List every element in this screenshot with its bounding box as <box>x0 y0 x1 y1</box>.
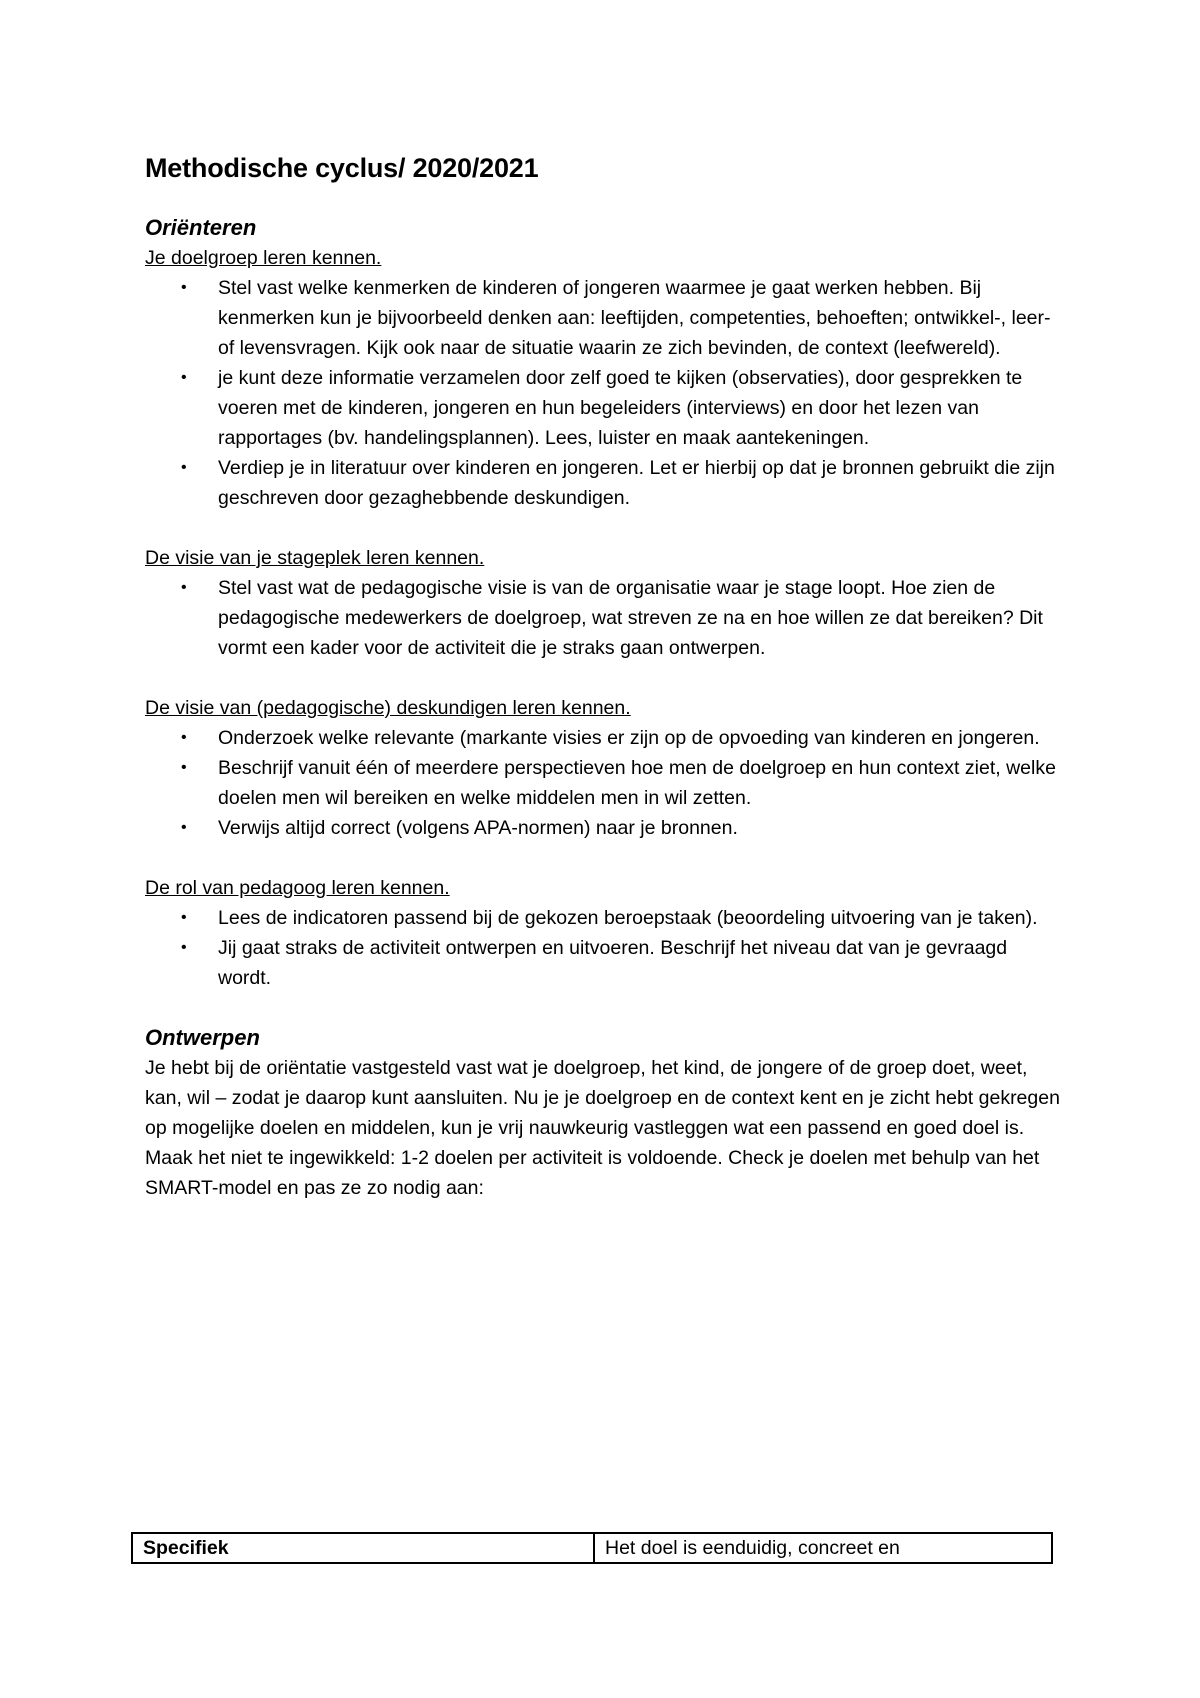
bullet-list-deskundigen <box>145 723 1065 843</box>
subheading-stageplek: De visie van je stageplek leren kennen. <box>145 547 485 569</box>
bullet-icon: • <box>181 369 187 386</box>
list-item: • Stel vast wat de pedagogische visie is van de organisatie waar je stage loopt. Hoe zien de pedagogische medewerkers de doelgroep, wat streven ze na en hoe willen ze dat bereiken? Dit vormt een kader voor de activiteit die je straks gaan ontwerpen. <box>218 573 1065 663</box>
paragraph-ontwerpen: Je hebt bij de oriëntatie vastgesteld vast wat je doelgroep, het kind, de jongere of de groep doet, weet, kan, wil – zodat je daarop kunt aansluiten. Nu je je doelgroep en de context kent en je zicht hebt gekregen op mogelijke doelen en middelen, kun je vrij nauwkeurig vastleggen wat een passend en goed doel is. Maak het niet te ingewikkeld: 1-2 doelen per activiteit is voldoende. Check je doelen met behulp van het SMART-model en pas ze zo nodig aan: <box>145 1057 1060 1199</box>
list-item: • Onderzoek welke relevante (markante visies er zijn op de opvoeding van kinderen en jongeren. <box>218 723 1065 753</box>
bullet-icon: • <box>181 279 187 296</box>
subheading-doelgroep: Je doelgroep leren kennen. <box>145 247 382 269</box>
bullet-list-pedagoog <box>145 903 1065 993</box>
bullet-icon: • <box>181 459 187 476</box>
list-item: • Beschrijf vanuit één of meerdere perspectieven hoe men de doelgroep en hun context ziet, welke doelen men wil bereiken en welke middelen men in wil zetten. <box>218 753 1065 813</box>
document-title: Methodische cyclus/ 2020/2021 <box>145 153 539 183</box>
bullet-icon: • <box>181 939 187 956</box>
bullet-list-doelgroep <box>145 273 1065 513</box>
list-item: • Jij gaat straks de activiteit ontwerpen en uitvoeren. Beschrijf het niveau dat van je gevraagd wordt. <box>218 933 1065 993</box>
table-row <box>132 1533 1052 1563</box>
list-item: • Verdiep je in literatuur over kinderen en jongeren. Let er hierbij op dat je bronnen gebruikt die zijn geschreven door gezaghebbende deskundigen. <box>218 453 1065 513</box>
document-page <box>145 150 1065 1203</box>
table-cell-criterion: Specifiek <box>132 1533 594 1563</box>
bullet-list-stageplek <box>145 573 1065 663</box>
bullet-icon: • <box>181 729 187 746</box>
subheading-pedagoog: De rol van pedagoog leren kennen. <box>145 877 450 899</box>
bullet-icon: • <box>181 759 187 776</box>
list-item: • Stel vast welke kenmerken de kinderen of jongeren waarmee je gaat werken hebben. Bij kenmerken kun je bijvoorbeeld denken aan: leeftijden, competenties, behoeften; ontwikkel-, leer- of levensvragen. Kijk ook naar de situatie waarin ze zich bevinden, de context (leefwereld). <box>218 273 1065 363</box>
section-heading-ontwerpen: Ontwerpen <box>145 1025 260 1050</box>
list-item: • je kunt deze informatie verzamelen door zelf goed te kijken (observaties), door gesprekken te voeren met de kinderen, jongeren en hun begeleiders (interviews) en door het lezen van rapportages (bv. handelingsplannen). Lees, luister en maak aantekeningen. <box>218 363 1065 453</box>
bullet-icon: • <box>181 819 187 836</box>
list-item: • Verwijs altijd correct (volgens APA-normen) naar je bronnen. <box>218 813 1065 843</box>
list-item: • Lees de indicatoren passend bij de gekozen beroepstaak (beoordeling uitvoering van je taken). <box>218 903 1065 933</box>
bullet-icon: • <box>181 909 187 926</box>
table-cell-description: Het doel is eenduidig, concreet en <box>594 1533 1052 1563</box>
subheading-deskundigen: De visie van (pedagogische) deskundigen leren kennen. <box>145 697 631 719</box>
smart-table <box>131 1532 1053 1564</box>
bullet-icon: • <box>181 579 187 596</box>
section-heading-orienteren: Oriënteren <box>145 215 257 240</box>
